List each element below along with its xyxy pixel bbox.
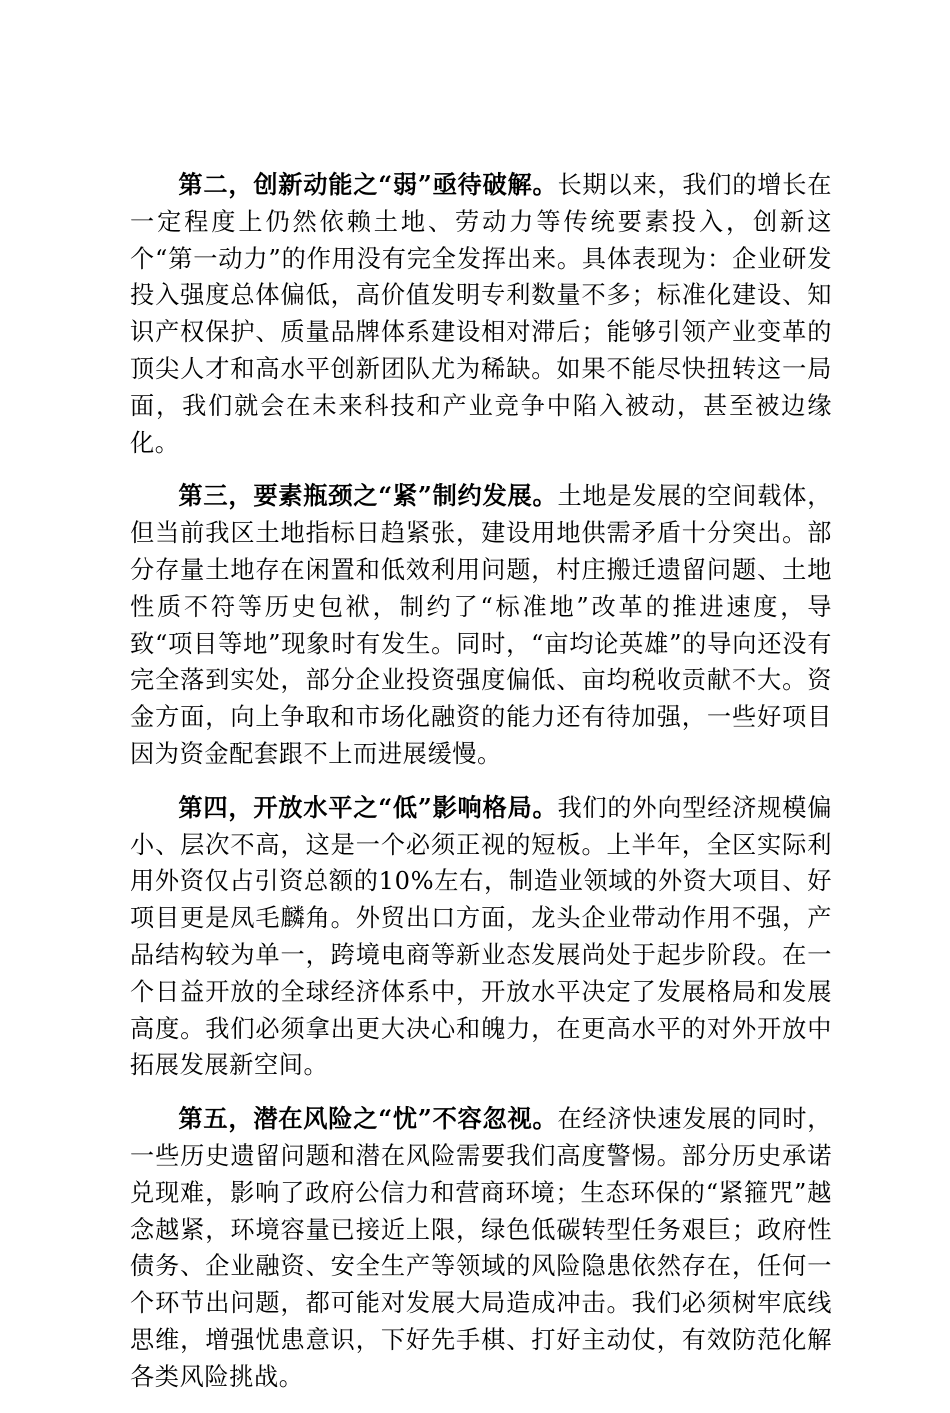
paragraph-openness bbox=[130, 790, 832, 1084]
paragraph-body: 我们的外向型经济规模偏小、层次不高，这是一个必须正视的短板。上半年，全区实际利用外资仅占引资总额的10%左右，制造业领域的外资大项目、好项目更是凤毛麟角。外贸出口方面，龙头企业带动作用不强，产品结构较为单一，跨境电商等新业态发展尚处于起步阶段。在一个日益开放的全球经济体系中，开放水平决定了发展格局和发展高度。我们必须拿出更大决心和魄力，在更高水平的对外开放中拓展发展新空间。 bbox=[130, 793, 832, 1080]
paragraph-resources bbox=[130, 478, 832, 772]
paragraph-heading: 第五，潜在风险之“忧”不容忽视。 bbox=[178, 1104, 558, 1134]
paragraph-heading: 第三，要素瓶颈之“紧”制约发展。 bbox=[178, 481, 558, 511]
paragraph-heading: 第二，创新动能之“弱”亟待破解。 bbox=[178, 170, 558, 199]
document-page bbox=[130, 167, 832, 1413]
paragraph-body: 长期以来，我们的增长在一定程度上仍然依赖土地、劳动力等传统要素投入，创新这个“第一动力”的作用没有完全发挥出来。具体表现为：企业研发投入强度总体偏低，高价值发明专利数量不多；标准化建设、知识产权保护、质量品牌体系建设相对滞后；能够引领产业变革的顶尖人才和高水平创新团队尤为稀缺。如果不能尽快扭转这一局面，我们就会在未来科技和产业竞争中陷入被动，甚至被边缘化。 bbox=[130, 171, 832, 457]
paragraph-body: 土地是发展的空间载体，但当前我区土地指标日趋紧张，建设用地供需矛盾十分突出。部分存量土地存在闲置和低效利用问题，村庄搬迁遗留问题、土地性质不符等历史包袱，制约了“标准地”改革的推进速度，导致“项目等地”现象时有发生。同时，“亩均论英雄”的导向还没有完全落到实处，部分企业投资强度偏低、亩均税收贡献不大。资金方面，向上争取和市场化融资的能力还有待加强，一些好项目因为资金配套跟不上而进展缓慢。 bbox=[130, 482, 832, 768]
paragraph-innovation bbox=[130, 167, 832, 461]
paragraph-risks bbox=[130, 1101, 832, 1395]
paragraph-body: 在经济快速发展的同时，一些历史遗留问题和潜在风险需要我们高度警惕。部分历史承诺兑现难，影响了政府公信力和营商环境；生态环保的“紧箍咒”越念越紧，环境容量已接近上限，绿色低碳转型任务艰巨；政府性债务、企业融资、安全生产等领域的风险隐患依然存在，任何一个环节出问题，都可能对发展大局造成冲击。我们必须树牢底线思维，增强忧患意识，下好先手棋、打好主动仗，有效防范化解各类风险挑战。 bbox=[130, 1105, 832, 1391]
paragraph-heading: 第四，开放水平之“低”影响格局。 bbox=[178, 792, 558, 822]
